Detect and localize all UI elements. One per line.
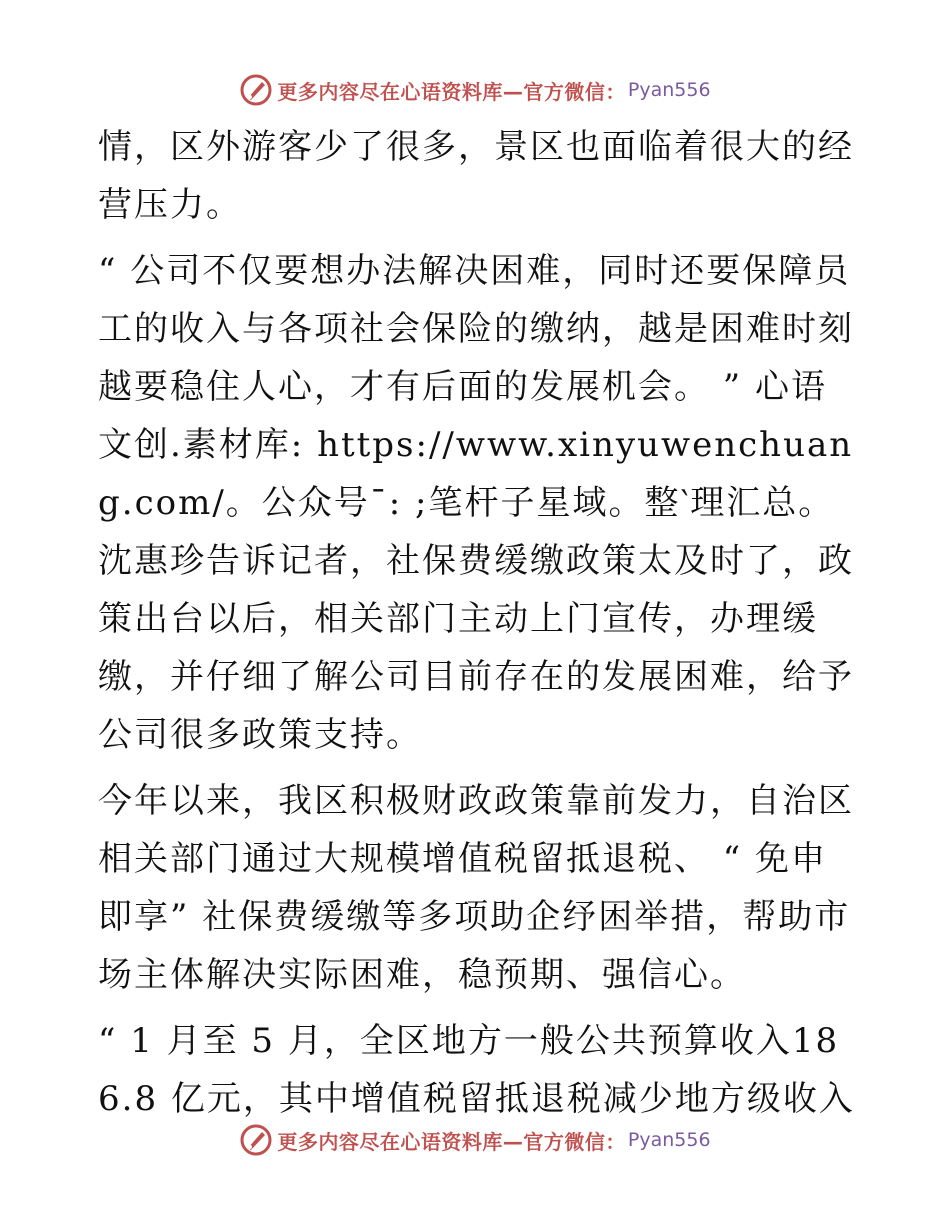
- pen-logo-icon: [239, 1123, 273, 1157]
- header-watermark-banner: [0, 68, 950, 112]
- banner-text: 更多内容尽在心语资料库—官方微信：: [277, 79, 626, 104]
- document-body: [98, 118, 858, 1128]
- banner-text: 更多内容尽在心语资料库—官方微信：: [277, 1129, 626, 1154]
- paragraph-2: “ 公司不仅要想办法解决困难，同时还要保障员工的收入与各项社会保险的缴纳，越是困难时刻越要稳住人心，才有后面的发展机会。 ” 心语文创.素材库: https://www.xinyuwenchuang.com/。公众号¯: ;笔杆子星域。整‵理汇总。沈惠珍告诉记者，社保费缓缴政策太及时了，政策出台以后，相关部门主动上门宣传，办理缓缴，并仔细了解公司目前存在的发展困难，给予公司很多政策支持。: [98, 251, 854, 755]
- banner-wechat-id: Pyan556: [627, 79, 711, 101]
- banner-wechat-id: Pyan556: [627, 1129, 711, 1151]
- footer-watermark-banner: [0, 1118, 950, 1162]
- paragraph-3: 今年以来，我区积极财政政策靠前发力，自治区相关部门通过大规模增值税留抵退税、 “ 免申即享” 社保费缓缴等多项助企纾困举措，帮助市场主体解决实际困难，稳预期、强信心。: [98, 781, 854, 995]
- paragraph-4: “ 1 月至 5 月，全区地方一般公共预算收入186.8 亿元，其中增值税留抵退税减少地方级收入: [98, 1021, 855, 1119]
- pen-logo-icon: [239, 73, 273, 107]
- paragraph-1: 情，区外游客少了很多，景区也面临着很大的经营压力。: [98, 127, 854, 225]
